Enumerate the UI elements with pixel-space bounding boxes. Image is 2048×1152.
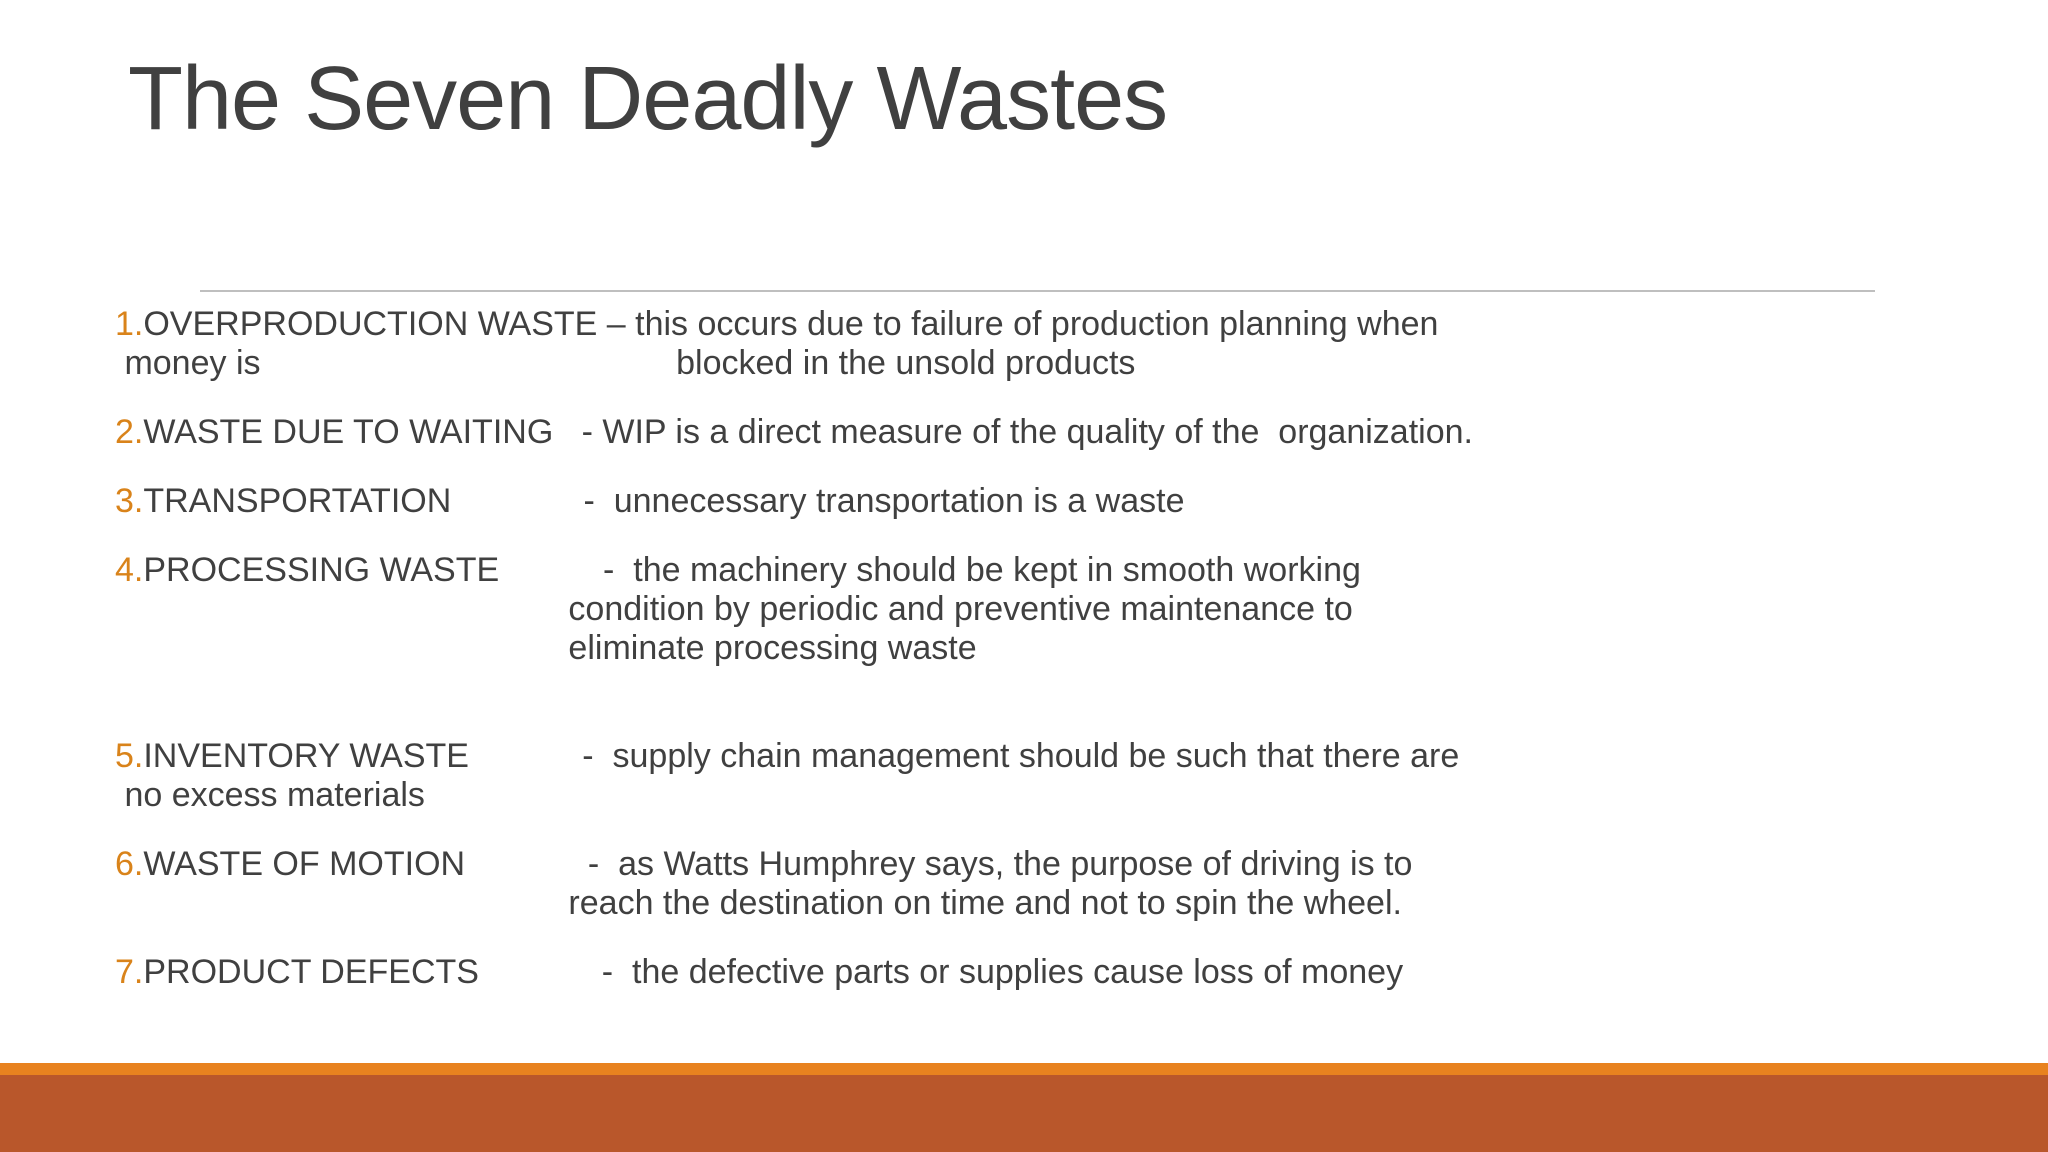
footer-bar <box>0 1075 2048 1152</box>
item-number: 5. <box>115 737 144 775</box>
item-text: PROCESSING WASTE - the machinery should be kept in smooth working <box>143 551 1361 589</box>
item-number: 7. <box>115 953 144 991</box>
list-item-6 <box>115 845 1412 923</box>
item-text-continuation: condition by periodic and preventive maintenance to <box>115 590 1353 628</box>
list-item-3 <box>115 482 1184 521</box>
list-item-4 <box>115 551 1361 668</box>
item-number: 4. <box>115 551 144 589</box>
item-text-continuation: eliminate processing waste <box>115 629 977 667</box>
item-text: OVERPRODUCTION WASTE – this occurs due to failure of production planning when <box>143 305 1439 343</box>
item-number: 3. <box>115 482 144 520</box>
item-number: 2. <box>115 413 144 451</box>
item-text-continuation: no excess materials <box>115 776 425 814</box>
item-number: 6. <box>115 845 144 883</box>
list-item-7 <box>115 953 1403 992</box>
item-text: WASTE OF MOTION - as Watts Humphrey says, the purpose of driving is to <box>143 845 1413 883</box>
slide-title: The Seven Deadly Wastes <box>128 49 1168 149</box>
item-number: 1. <box>115 305 144 343</box>
list-item-2 <box>115 413 1473 452</box>
list-item-1 <box>115 305 1438 383</box>
item-text: INVENTORY WASTE - supply chain management should be such that there are <box>143 737 1460 775</box>
list-item-5 <box>115 737 1459 815</box>
item-text: WASTE DUE TO WAITING - WIP is a direct measure of the quality of the organization. <box>143 413 1473 451</box>
item-text-continuation: reach the destination on time and not to spin the wheel. <box>115 884 1402 922</box>
footer-accent-stripe <box>0 1063 2048 1075</box>
title-divider <box>200 290 1875 292</box>
item-text-continuation: money is blocked in the unsold products <box>115 344 1136 382</box>
item-text: TRANSPORTATION - unnecessary transportation is a waste <box>143 482 1185 520</box>
item-text: PRODUCT DEFECTS - the defective parts or supplies cause loss of money <box>143 953 1404 991</box>
